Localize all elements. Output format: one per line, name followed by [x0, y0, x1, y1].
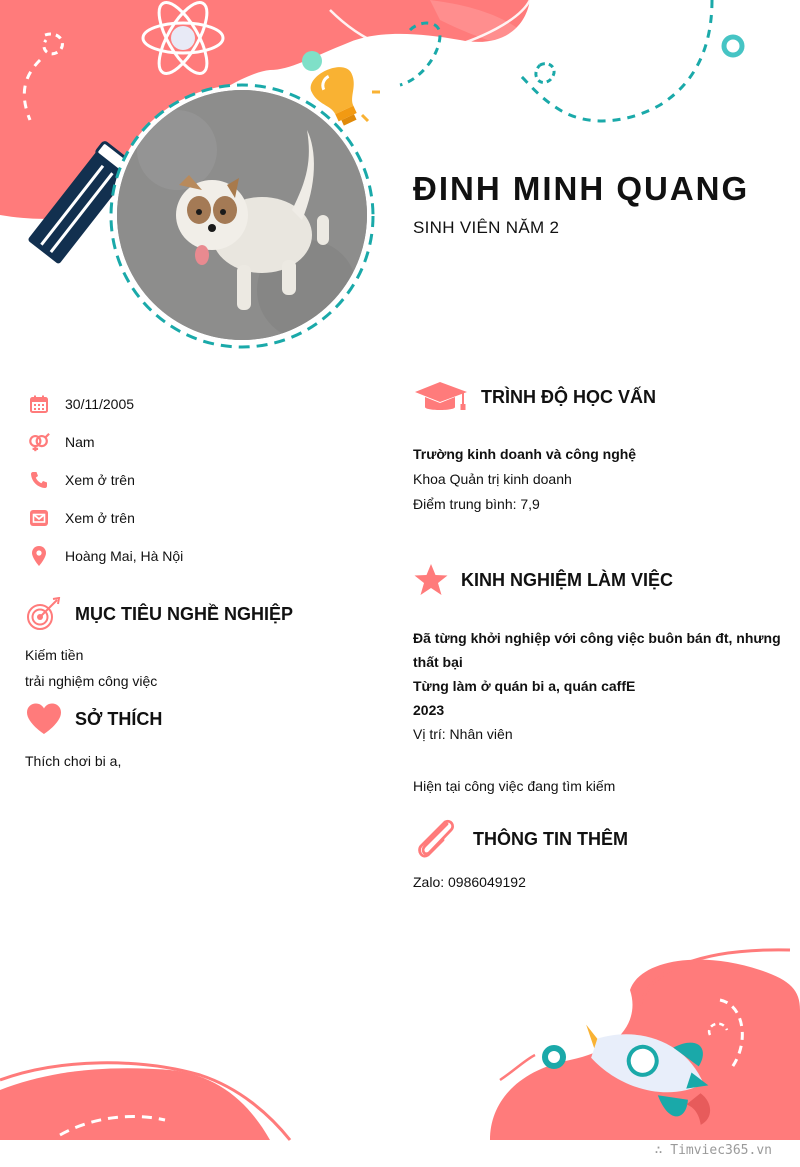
experience-heading — [413, 563, 673, 597]
experience-line: Đã từng khởi nghiệp với công việc buôn bán đt, nhưng — [413, 630, 781, 646]
avatar — [117, 90, 367, 340]
address-value: Hoàng Mai, Hà Nội — [65, 548, 184, 564]
watermark: ∴ Timviec365.vn — [654, 1143, 772, 1158]
objective-line: Kiếm tiền — [25, 647, 84, 663]
contact-birthday — [28, 385, 358, 423]
zalo-contact: Zalo: 0986049192 — [413, 874, 526, 890]
candidate-position: SINH VIÊN NĂM 2 — [413, 218, 560, 237]
education-faculty: Khoa Quản trị kinh doanh — [413, 471, 572, 487]
contact-list — [28, 385, 358, 575]
dog-photo — [117, 90, 367, 340]
target-icon — [25, 596, 63, 632]
experience-title: KINH NGHIỆM LÀM VIỆC — [461, 569, 674, 590]
gender-value: Nam — [65, 434, 95, 450]
objective-content — [25, 642, 157, 694]
experience-content — [413, 626, 781, 798]
contact-gender — [28, 423, 358, 461]
objective-line: trải nghiệm công việc — [25, 673, 158, 689]
graduation-cap-icon — [413, 380, 469, 414]
experience-line: Hiện tại công việc đang tìm kiếm — [413, 778, 616, 794]
candidate-name: ĐINH MINH QUANG — [413, 170, 750, 207]
extra-title: THÔNG TIN THÊM — [473, 828, 628, 849]
contact-phone — [28, 461, 358, 499]
experience-line: thất bại — [413, 654, 463, 670]
paperclip-icon — [413, 818, 459, 860]
hobbies-content — [25, 749, 121, 773]
hobbies-line: Thích chơi bi a, — [25, 753, 122, 769]
education-title: TRÌNH ĐỘ HỌC VẤN — [481, 386, 656, 407]
heart-icon — [25, 702, 63, 736]
hobbies-heading — [25, 702, 162, 736]
extra-heading — [413, 818, 628, 860]
phone-icon — [28, 469, 50, 491]
extra-content — [413, 870, 526, 894]
contact-address — [28, 537, 358, 575]
location-icon — [28, 545, 50, 567]
experience-line: Vị trí: Nhân viên — [413, 726, 513, 742]
phone-value: Xem ở trên — [65, 472, 135, 488]
objective-heading — [25, 596, 293, 632]
calendar-icon — [28, 393, 50, 415]
experience-line: 2023 — [413, 702, 445, 718]
star-icon — [413, 563, 449, 597]
education-gpa: Điểm trung bình: 7,9 — [413, 496, 540, 512]
education-content — [413, 442, 636, 517]
objective-title: MỤC TIÊU NGHỀ NGHIỆP — [75, 603, 294, 624]
contact-email — [28, 499, 358, 537]
bottom-decoration — [0, 930, 800, 1167]
education-heading — [413, 380, 656, 414]
hobbies-title: SỞ THÍCH — [75, 708, 163, 729]
birthday-value: 30/11/2005 — [65, 396, 135, 412]
experience-line: Từng làm ở quán bi a, quán caffE — [413, 678, 636, 694]
email-value: Xem ở trên — [65, 510, 135, 526]
gender-icon — [28, 431, 50, 453]
education-school: Trường kinh doanh và công nghệ — [413, 446, 637, 462]
email-icon — [28, 507, 50, 529]
